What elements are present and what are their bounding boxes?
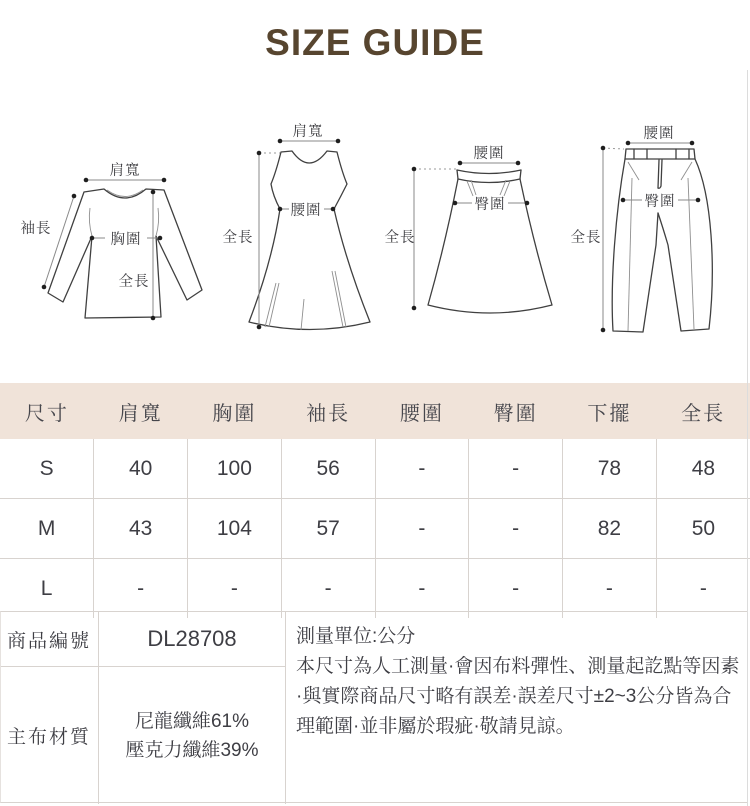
pants-waistband [625,149,695,159]
diagram-longsleeve-top [21,162,203,320]
note-title: 測量單位:公分 [296,626,416,647]
header-length: 全長 [656,383,750,439]
value-cell: 100 [188,439,282,499]
value-cell: 40 [94,439,188,499]
product-info-table [0,611,748,803]
product-code-label: 商品編號 [1,612,99,667]
page-title: SIZE GUIDE [265,22,485,63]
header-hem: 下擺 [563,383,657,439]
value-cell: 43 [94,499,188,559]
header-sleeve: 袖長 [281,383,375,439]
page-right-border [747,70,748,806]
material-value [99,667,286,804]
diagram-dress [223,123,371,330]
dress-outline [249,151,370,330]
tee-chest-label: 胸圍 [110,232,142,248]
pants-waist-label: 腰圍 [643,126,675,142]
dress-seam-right2 [335,271,346,327]
tee-shoulder-label: 肩寬 [109,163,141,179]
value-cell: - [375,499,469,559]
garment-diagrams [0,100,750,355]
value-cell: - [469,499,563,559]
value-cell: - [94,559,188,619]
value-cell: 48 [656,439,750,499]
pants-right-leg [658,159,712,331]
pants-crease-right [688,178,694,329]
pants-pocket-left [628,162,639,180]
size-cell: S [0,439,94,499]
value-cell: 56 [281,439,375,499]
tee-length-label: 全長 [118,274,150,290]
note-body: 本尺寸為人工測量·會因布料彈性、測量起訖點等因素·與實際商品尺寸略有誤差·誤差尺寸±2~3公分皆為合理範圍·並非屬於瑕疵·敬請見諒。 [296,656,740,737]
table-row-m [0,499,750,559]
value-cell: - [281,559,375,619]
skirt-band-top [457,170,521,174]
pants-hip-label: 臀圍 [644,194,676,210]
value-cell: - [375,439,469,499]
header-waist: 腰圍 [375,383,469,439]
value-cell: - [563,559,657,619]
table-row-s [0,439,750,499]
diagram-skirt [385,145,553,313]
dress-waist-label: 腰圍 [290,203,322,219]
size-cell: L [0,559,94,619]
value-cell: 50 [656,499,750,559]
skirt-waist-label: 腰圍 [473,146,505,162]
material-line-2: 壓克力纖維39% [125,739,259,761]
product-code-value: DL28708 [99,612,286,667]
value-cell: 104 [188,499,282,559]
value-cell: - [656,559,750,619]
pants-pocket-right [681,162,692,180]
material-label: 主布材質 [1,667,99,804]
tee-seam-right [156,208,159,236]
diagram-pants [571,125,713,332]
table-row-l [0,559,750,619]
dress-length-label: 全長 [222,230,254,246]
dress-seam-right1 [332,271,343,327]
tee-seam-left [89,208,92,236]
value-cell: - [469,559,563,619]
pants-fly1 [658,160,659,188]
value-cell: 57 [281,499,375,559]
header-chest: 胸圍 [188,383,282,439]
header-shoulder: 肩寬 [94,383,188,439]
value-cell: - [188,559,282,619]
pants-left-leg [612,159,658,332]
size-table [0,383,750,618]
value-cell: 82 [563,499,657,559]
value-cell: 78 [563,439,657,499]
measurement-note [286,612,748,804]
size-table-header-row [0,383,750,439]
pants-crease-left [628,178,632,331]
material-line-1: 尼龍纖維61% [134,710,250,732]
value-cell: - [375,559,469,619]
tee-collar-inner [107,190,143,197]
tee-outline [48,189,202,318]
dress-seam-center [301,299,304,330]
skirt-hip-label: 臀圍 [474,197,506,213]
tee-sleeve-label: 袖長 [20,221,52,237]
skirt-length-label: 全長 [384,230,416,246]
pants-length-label: 全長 [570,230,602,246]
size-cell: M [0,499,94,559]
header-hip: 臀圍 [469,383,563,439]
dress-shoulder-label: 肩寬 [292,124,324,140]
value-cell: - [469,439,563,499]
header-size: 尺寸 [0,383,94,439]
